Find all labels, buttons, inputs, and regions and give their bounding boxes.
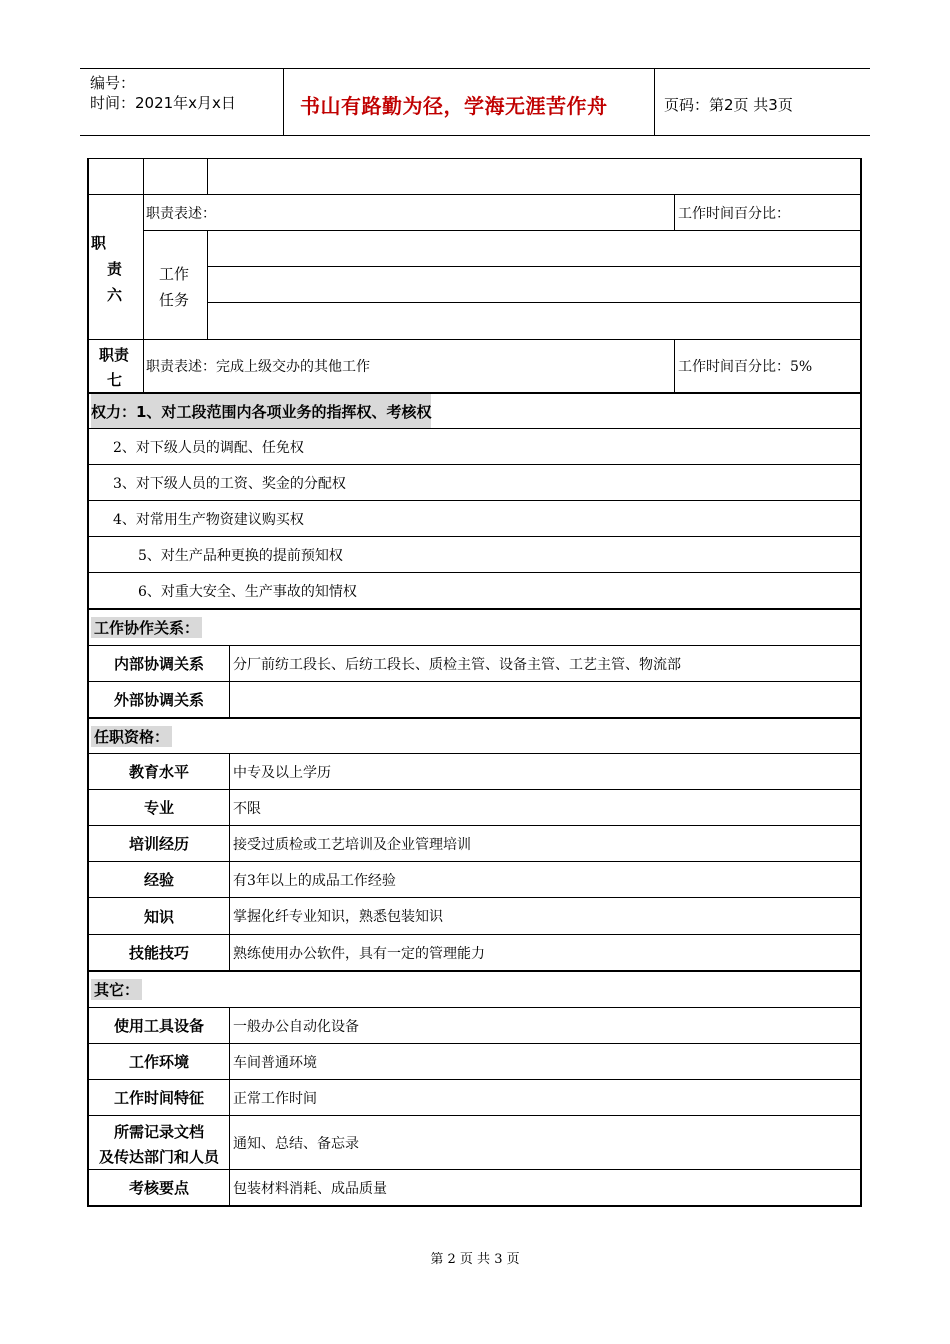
qualification-value-education: 中专及以上学历: [233, 764, 331, 781]
duty6-side-label-1: 职: [91, 233, 107, 252]
qualification-label-knowledge: 知识: [143, 907, 174, 926]
internal-coordination-value: 分厂前纺工段长、后纺工段长、质检主管、设备主管、工艺主管、物流部: [233, 656, 681, 673]
power-title: 权力：1、对工段范围内各项业务的指挥权、考核权: [91, 394, 431, 428]
other-label-environment: 工作环境: [128, 1053, 189, 1071]
other-title: [91, 972, 142, 1007]
external-coordination-label: 外部协调关系: [113, 691, 204, 709]
other-label-records-1: 所需记录文档: [113, 1122, 204, 1141]
qualification-label-major: 专业: [143, 799, 174, 817]
qualification-label-education: 教育水平: [128, 763, 189, 781]
qualification-label-skills: 技能技巧: [128, 944, 189, 962]
qualification-label-experience: 经验: [143, 871, 174, 889]
header-motto: 书山有路勤为径，学海无涯苦作舟: [300, 94, 608, 118]
document-code-label: 编号：: [90, 74, 136, 92]
other-value-assessment: 包装材料消耗、成品质量: [233, 1180, 387, 1197]
duty7-side-label-2: 七: [107, 370, 123, 389]
cooperation-title-text: 工作协作关系：: [91, 617, 202, 638]
other-value-work-time: 正常工作时间: [233, 1090, 317, 1107]
power-item: 6、对重大安全、生产事故的知情权: [138, 583, 357, 600]
qualification-value-training: 接受过质检或工艺培训及企业管理培训: [233, 836, 471, 853]
header-divider-right: [654, 68, 655, 136]
power-item: 5、对生产品种更换的提前预知权: [138, 547, 343, 564]
duty6-description-label: 职责表述：: [146, 205, 216, 222]
other-title-text: 其它：: [91, 979, 142, 1000]
duty7-description: 职责表述：完成上级交办的其他工作: [146, 359, 370, 375]
qualification-title: [91, 719, 172, 753]
other-label-tools: 使用工具设备: [113, 1017, 204, 1035]
duty6-side-label-3: 六: [107, 285, 123, 304]
other-label-records-2: 及传达部门和人员: [98, 1147, 219, 1166]
header-top-line: [80, 68, 870, 69]
duty6-task-label-2: 任务: [159, 290, 190, 309]
duty6-task-label-1: 工作: [159, 264, 190, 283]
duty6-side-label-2: 责: [107, 259, 123, 278]
duty7-percent: 工作时间百分比：5%: [678, 359, 813, 375]
internal-coordination-label: 内部协调关系: [113, 655, 204, 673]
power-item: 3、对下级人员的工资、奖金的分配权: [113, 475, 346, 492]
qualification-value-major: 不限: [233, 800, 261, 817]
duty7-side-label-1: 职责: [99, 345, 130, 364]
other-label-assessment: 考核要点: [128, 1179, 189, 1197]
duty6-percent-label: 工作时间百分比：: [678, 205, 790, 222]
other-value-records: 通知、总结、备忘录: [233, 1135, 359, 1152]
other-value-environment: 车间普通环境: [233, 1054, 317, 1071]
power-item: 2、对下级人员的调配、任免权: [113, 439, 304, 456]
page-number-label: 页码：第2页 共3页: [664, 96, 793, 114]
document-date: 时间：2021年x月x日: [90, 94, 236, 112]
qualification-value-experience: 有3年以上的成品工作经验: [233, 872, 396, 889]
page-footer: 第 2 页 共 3 页: [430, 1252, 520, 1267]
qualification-title-text: 任职资格：: [91, 726, 172, 747]
power-item: 4、对常用生产物资建议购买权: [113, 511, 304, 528]
qualification-value-skills: 熟练使用办公软件，具有一定的管理能力: [233, 945, 485, 962]
cooperation-title: [91, 610, 202, 645]
qualification-value-knowledge: 掌握化纤专业知识，熟悉包装知识: [233, 909, 443, 925]
other-value-tools: 一般办公自动化设备: [233, 1018, 359, 1035]
header-bottom-line: [80, 135, 870, 136]
qualification-label-training: 培训经历: [128, 835, 189, 853]
other-label-work-time: 工作时间特征: [113, 1089, 204, 1107]
header-divider-left: [283, 68, 284, 136]
